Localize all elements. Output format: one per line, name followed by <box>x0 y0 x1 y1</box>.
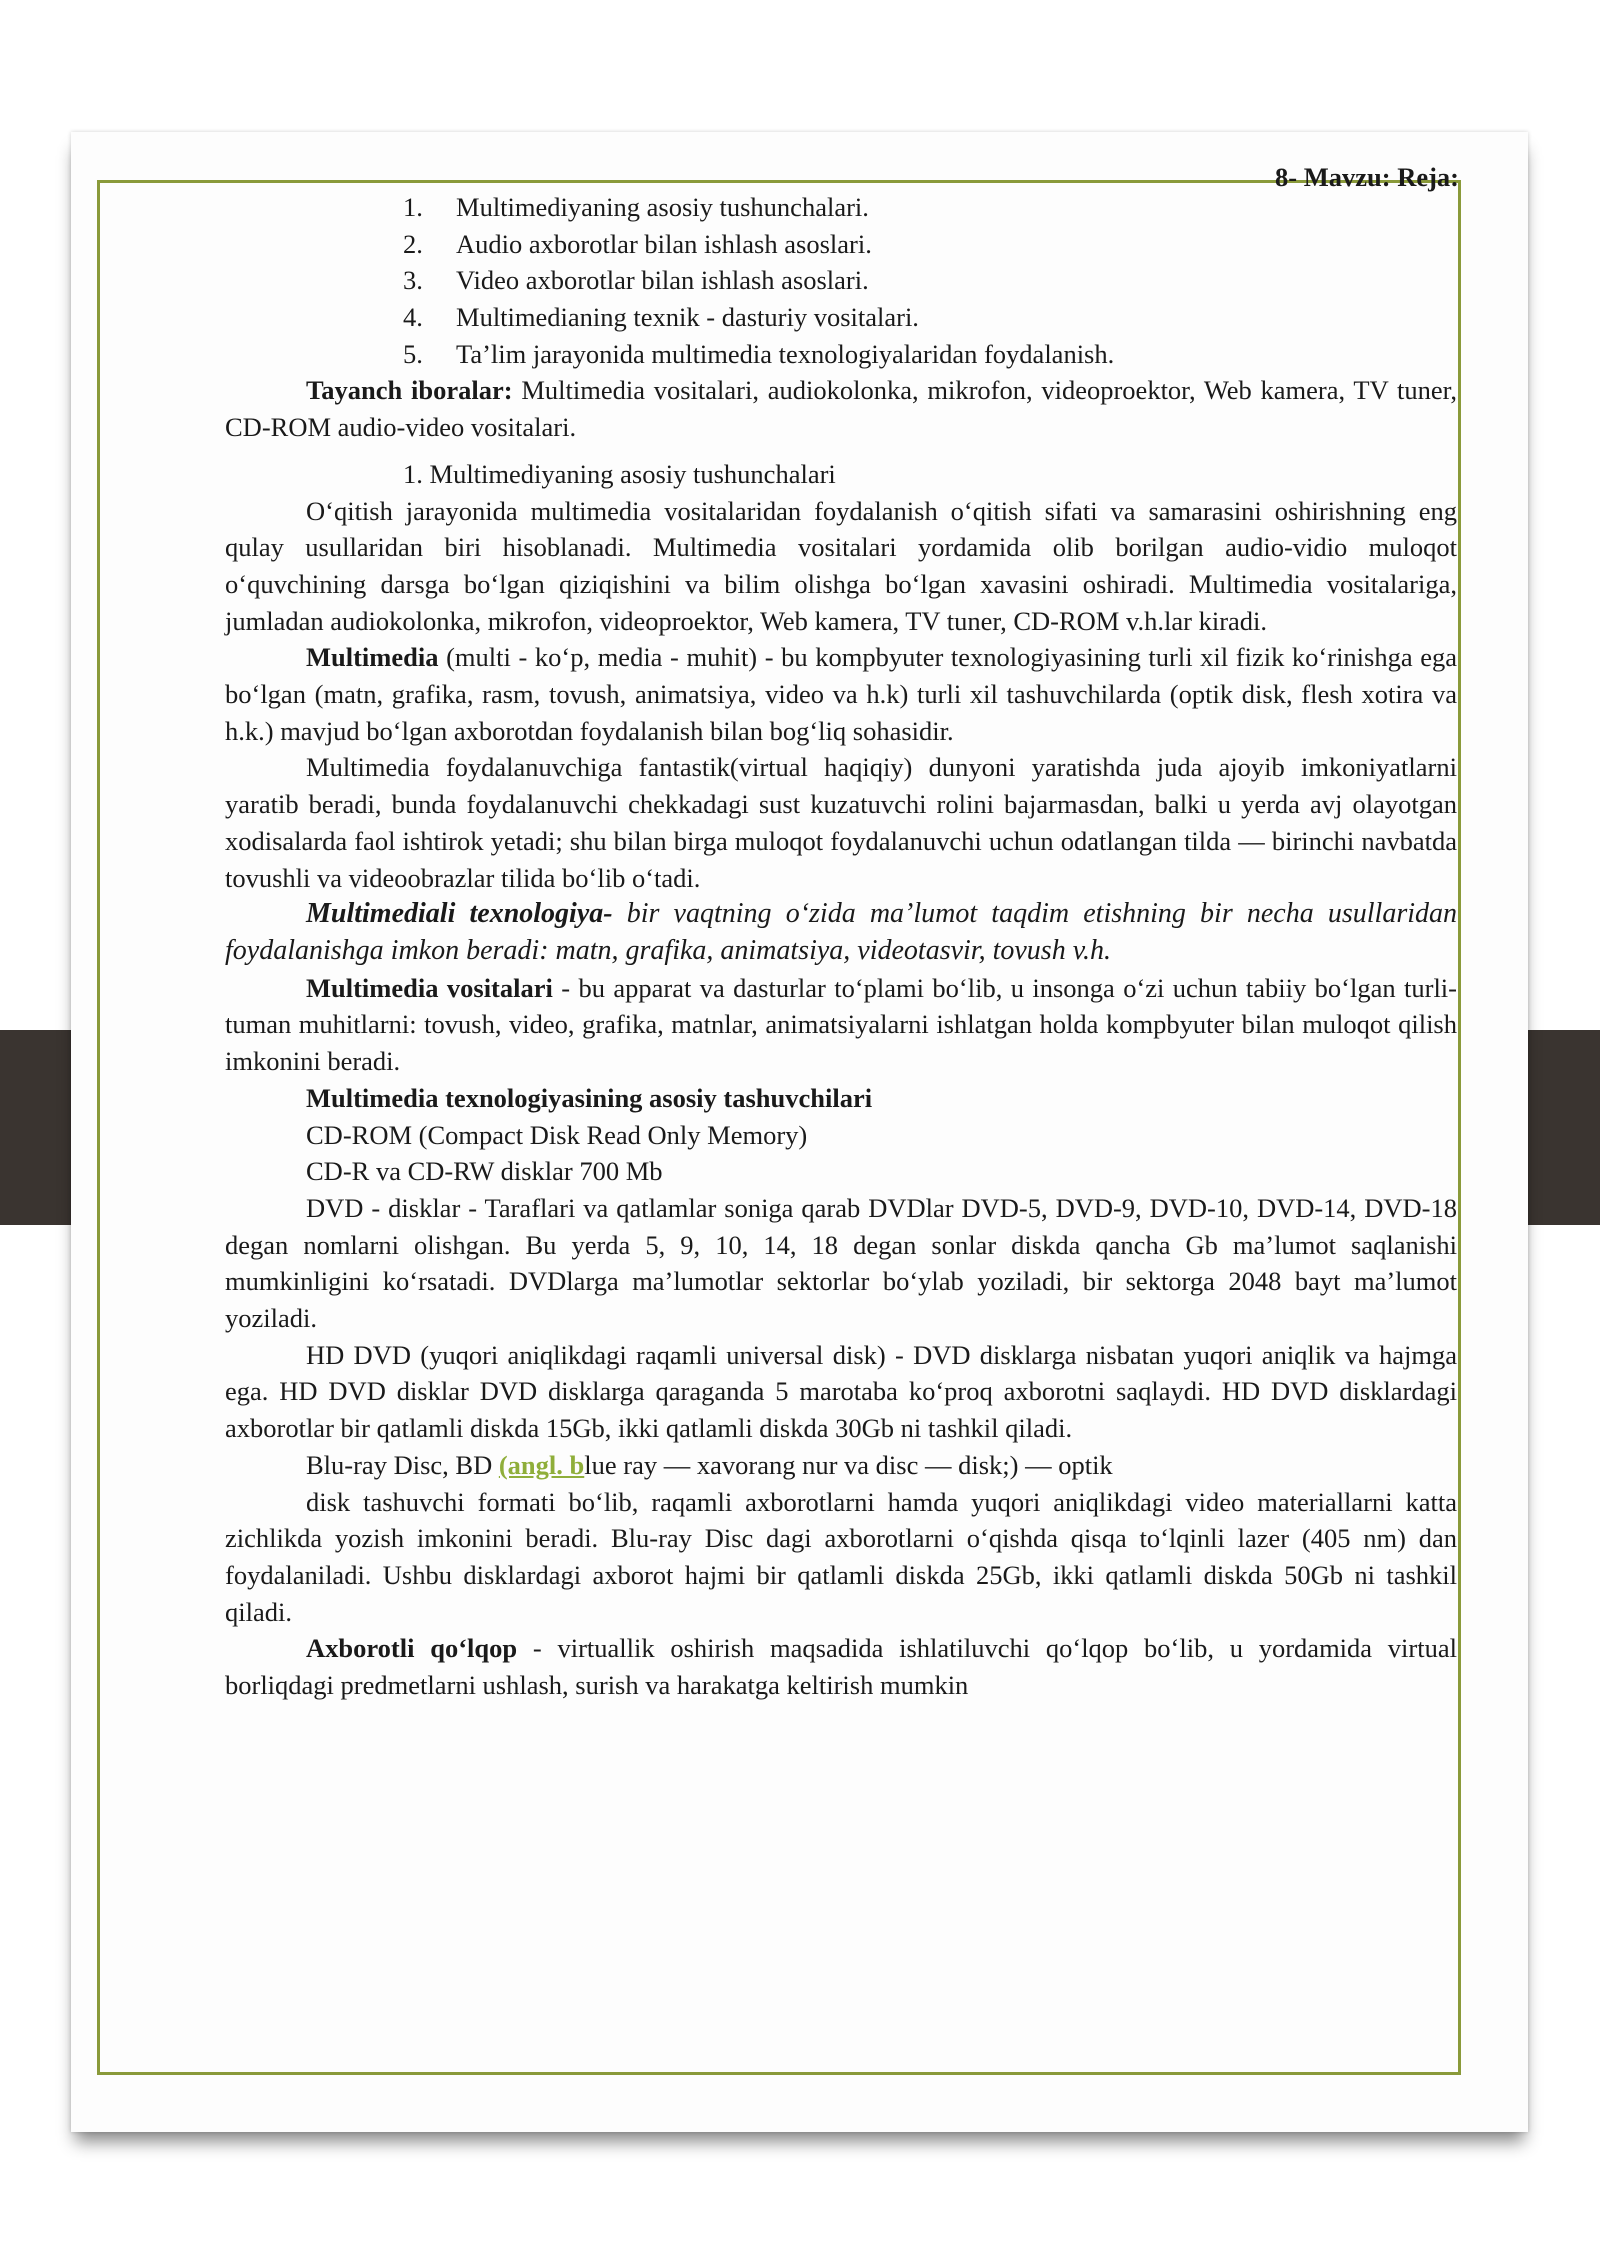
plan-item-text: Multimediyaning asosiy tushunchalari. <box>456 192 869 222</box>
keywords-text: Multimedia vositalari, audiokolonka, mikrofon, videoproektor, Web kamera, TV tuner, CD-ROM audio-video vositalari. <box>225 375 1458 443</box>
definition-text: (multi - ko‘p, media - muhit) - bu kompbyuter texnologiyasining turli xil fizik ko‘rinishga ega bo‘lgan (matn, grafika, rasm, tovush, animatsiya, video va h.k) turli xil tashuvchilarda (optik disk, flesh xotira va h.k.) mavjud bo‘lgan axborotdan foydalanish bilan bog‘liq sohasidir. <box>225 642 1457 746</box>
section-title: 1. Multimediyaning asosiy tushunchalari <box>403 458 836 489</box>
plan-item <box>403 336 1457 373</box>
lesson-title: 8- Mavzu: Reja: <box>1275 162 1459 192</box>
plan-item-number: 1. <box>403 192 423 222</box>
term-multimedia-technology: Multimediali texnologiya- <box>306 898 613 930</box>
plan-item <box>403 262 1457 299</box>
paragraph-cdrom: CD-ROM (Compact Disk Read Only Memory) <box>306 1119 808 1150</box>
plan-list <box>225 189 1457 372</box>
document-body <box>225 155 1457 1704</box>
plan-item-text: Audio axborotlar bilan ishlash asoslari. <box>456 228 872 259</box>
paragraph-bluray-intro <box>225 1447 1457 1484</box>
paragraph-multimedia-technology <box>225 896 1457 969</box>
carriers-heading <box>225 1080 1457 1117</box>
plan-item-number: 4. <box>403 302 423 333</box>
term-data-glove: Axborotli qo‘lqop <box>306 1633 518 1664</box>
plan-item <box>403 226 1457 263</box>
plan-item-text: Ta’lim jarayonida multimedia texnologiyalaridan foydalanish. <box>456 338 1115 369</box>
plan-item-text: Multimedianing texnik - dasturiy vositalari. <box>456 302 919 333</box>
paragraph-intro: O‘qitish jarayonida multimedia vositalaridan foydalanish o‘qitish sifati va samarasini oshirishning eng qulay usullaridan biri hisoblanadi. Multimedia vositalari yordamida olib borilgan audio-vidio muloqot o‘quvchining darsga bo‘lgan qiziqishini va bilim olishga bo‘lgan xavasini oshiradi. Multimedia vositalariga, jumladan audiokolonka, mikrofon, videoproektor, Web kamera, TV tuner, CD-ROM v.h.lar kiradi. <box>225 495 1457 636</box>
paragraph-virtual-world: Multimedia foydalanuvchiga fantastik(virtual haqiqiy) dunyoni yaratishda juda ajoyib imkoniyatlarni yaratib beradi, bunda foydalanuvchi chekkadagi sust kuzatuvchi rolini bajarmasdan, balki u yerda avj olayotgan xodisalarda faol ishtirok yetadi; shu bilan birga muloqot foydalanuvchi uchun odatlangan tilda — birinchi navbatda tovushli va videoobrazlar tilida bo‘lib o‘tadi. <box>225 752 1457 893</box>
plan-item-number: 2. <box>403 228 423 259</box>
plan-item-text: Video axborotlar bilan ishlash asoslari. <box>456 265 869 296</box>
paragraph-bluray: disk tashuvchi formati bo‘lib, raqamli axborotlarni hamda yuqori aniqlikdagi video materiallarni katta zichlikda yozish imkonini beradi. Blu-ray Disc dagi axborotlarni o‘qishda qisqa to‘lqinli lazer (405 nm) dan foydalaniladi. Ushbu disklardagi axborot hajmi bir qatlamli diskda 25Gb, ikki qatlamli diskda 50Gb ni tashkil qiladi. <box>225 1486 1457 1627</box>
term-multimedia-tools: Multimedia vositalari <box>306 972 553 1003</box>
keywords-label: Tayanch iboralar: <box>306 375 513 406</box>
term-multimedia: Multimedia <box>306 642 439 673</box>
plan-item <box>403 299 1457 336</box>
definition-text: - bu apparat va dasturlar to‘plami bo‘lib, u insonga o‘zi uchun tabiiy bo‘lgan turli-tuman muhitlarni: tovush, video, grafika, matnlar, animatsiyalarni ishlatgan holda kompbyuter bilan muloqot qilish imkonini beradi. <box>225 972 1457 1077</box>
angl-link[interactable]: (angl. b <box>498 1449 585 1480</box>
plan-item-number: 5. <box>403 338 423 369</box>
definition-text: - virtuallik oshirish maqsadida ishlatiluvchi qo‘lqop bo‘lib, u yordamida virtual borliqdagi predmetlarni ushlash, surish va harakatga keltirish mumkin <box>225 1633 1457 1701</box>
paragraph-multimedia-tools <box>225 970 1457 1080</box>
carriers-heading-text: Multimedia texnologiyasining asosiy tashuvchilari <box>306 1082 873 1113</box>
bluray-text: Blu-ray Disc, BD <box>306 1449 499 1480</box>
definition-text: bir vaqtning o‘zida ma’lumot taqdim etishning bir necha usullaridan foydalanishga imkon beradi: matn, grafika, animatsiya, videotasvir, tovush v.h. <box>225 898 1457 966</box>
paragraph-cdr: CD-R va CD-RW disklar 700 Mb <box>306 1156 663 1187</box>
paragraph-hd-dvd: HD DVD (yuqori aniqlikdagi raqamli universal disk) - DVD disklarga nisbatan yuqori aniqlik va hajmga ega. HD DVD disklar DVD disklarga qaraganda 5 marotaba ko‘proq axborotni saqlaydi. HD DVD disklardagi axborotlar bir qatlamli diskda 15Gb, ikki qatlamli diskda 30Gb ni tashkil qiladi. <box>225 1339 1457 1444</box>
plan-item-number: 3. <box>403 265 423 296</box>
paragraph-multimedia-definition <box>225 639 1457 749</box>
bluray-text: lue ray — xavorang nur va disc — disk;) — optik <box>584 1449 1113 1480</box>
paragraph-dvd: DVD - disklar - Taraflari va qatlamlar soniga qarab DVDlar DVD-5, DVD-9, DVD-10, DVD-14, DVD-18 degan nomlarni olishgan. Bu yerda 5, 9, 10, 14, 18 degan sonlar diskda qancha Gb ma’lumot saqlanishi mumkinligini ko‘rsatadi. DVDlarga ma’lumotlar sektorlar bo‘ylab yoziladi, bir sektorga 2048 bayt ma’lumot yoziladi. <box>225 1192 1457 1334</box>
paragraph-data-glove <box>225 1630 1457 1703</box>
keywords-paragraph <box>225 372 1457 445</box>
